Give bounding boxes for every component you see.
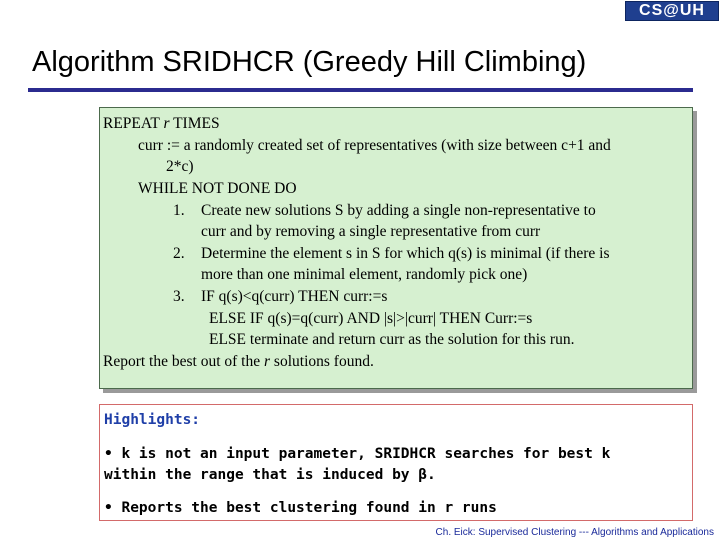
report-text: Report the best out of the [103, 353, 264, 370]
repeat-line [103, 113, 220, 135]
title-underline [28, 88, 693, 92]
curr-init-line-cont: 2*c) [166, 158, 194, 175]
step3-elseif-line: ELSE IF q(s)=q(curr) AND |s|>|curr| THEN Curr:=s [209, 310, 533, 327]
slide-title: Algorithm SRIDHCR (Greedy Hill Climbing) [32, 46, 587, 78]
highlight-bullet-1: • k is not an input parameter, SRIDHCR searches for best k [104, 446, 611, 462]
cs-uh-logo: CS@UH [625, 1, 719, 21]
step2-line-cont: more than one minimal element, randomly pick one) [201, 266, 528, 283]
report-var: r [264, 353, 271, 370]
step1-line-cont: curr and by removing a single representative from curr [201, 223, 541, 240]
repeat-times: TIMES [169, 115, 220, 132]
repeat-keyword: REPEAT [103, 115, 164, 132]
footer-citation: Ch. Eick: Supervised Clustering --- Algorithms and Applications [435, 527, 714, 538]
step3-number: 3. [173, 288, 185, 305]
highlight-bullet-1-cont: within the range that is induced by β. [104, 467, 436, 483]
step3-else-line: ELSE terminate and return curr as the solution for this run. [209, 331, 575, 348]
highlights-box [99, 404, 693, 521]
curr-init-line: curr := a randomly created set of representatives (with size between c+1 and [138, 137, 611, 154]
report-text-end: solutions found. [270, 353, 374, 370]
step1-number: 1. [173, 202, 185, 219]
step2-number: 2. [173, 245, 185, 262]
report-line [103, 351, 374, 373]
while-line: WHILE NOT DONE DO [138, 180, 297, 197]
highlights-title: Highlights: [104, 412, 201, 428]
algorithm-box [99, 107, 693, 389]
step3-line: IF q(s)<q(curr) THEN curr:=s [201, 288, 388, 305]
highlight-bullet-2: • Reports the best clustering found in r runs [104, 500, 497, 516]
step2-line: Determine the element s in S for which q(s) is minimal (if there is [201, 245, 610, 262]
repeat-var: r [163, 115, 170, 132]
step1-line: Create new solutions S by adding a single non-representative to [201, 202, 596, 219]
